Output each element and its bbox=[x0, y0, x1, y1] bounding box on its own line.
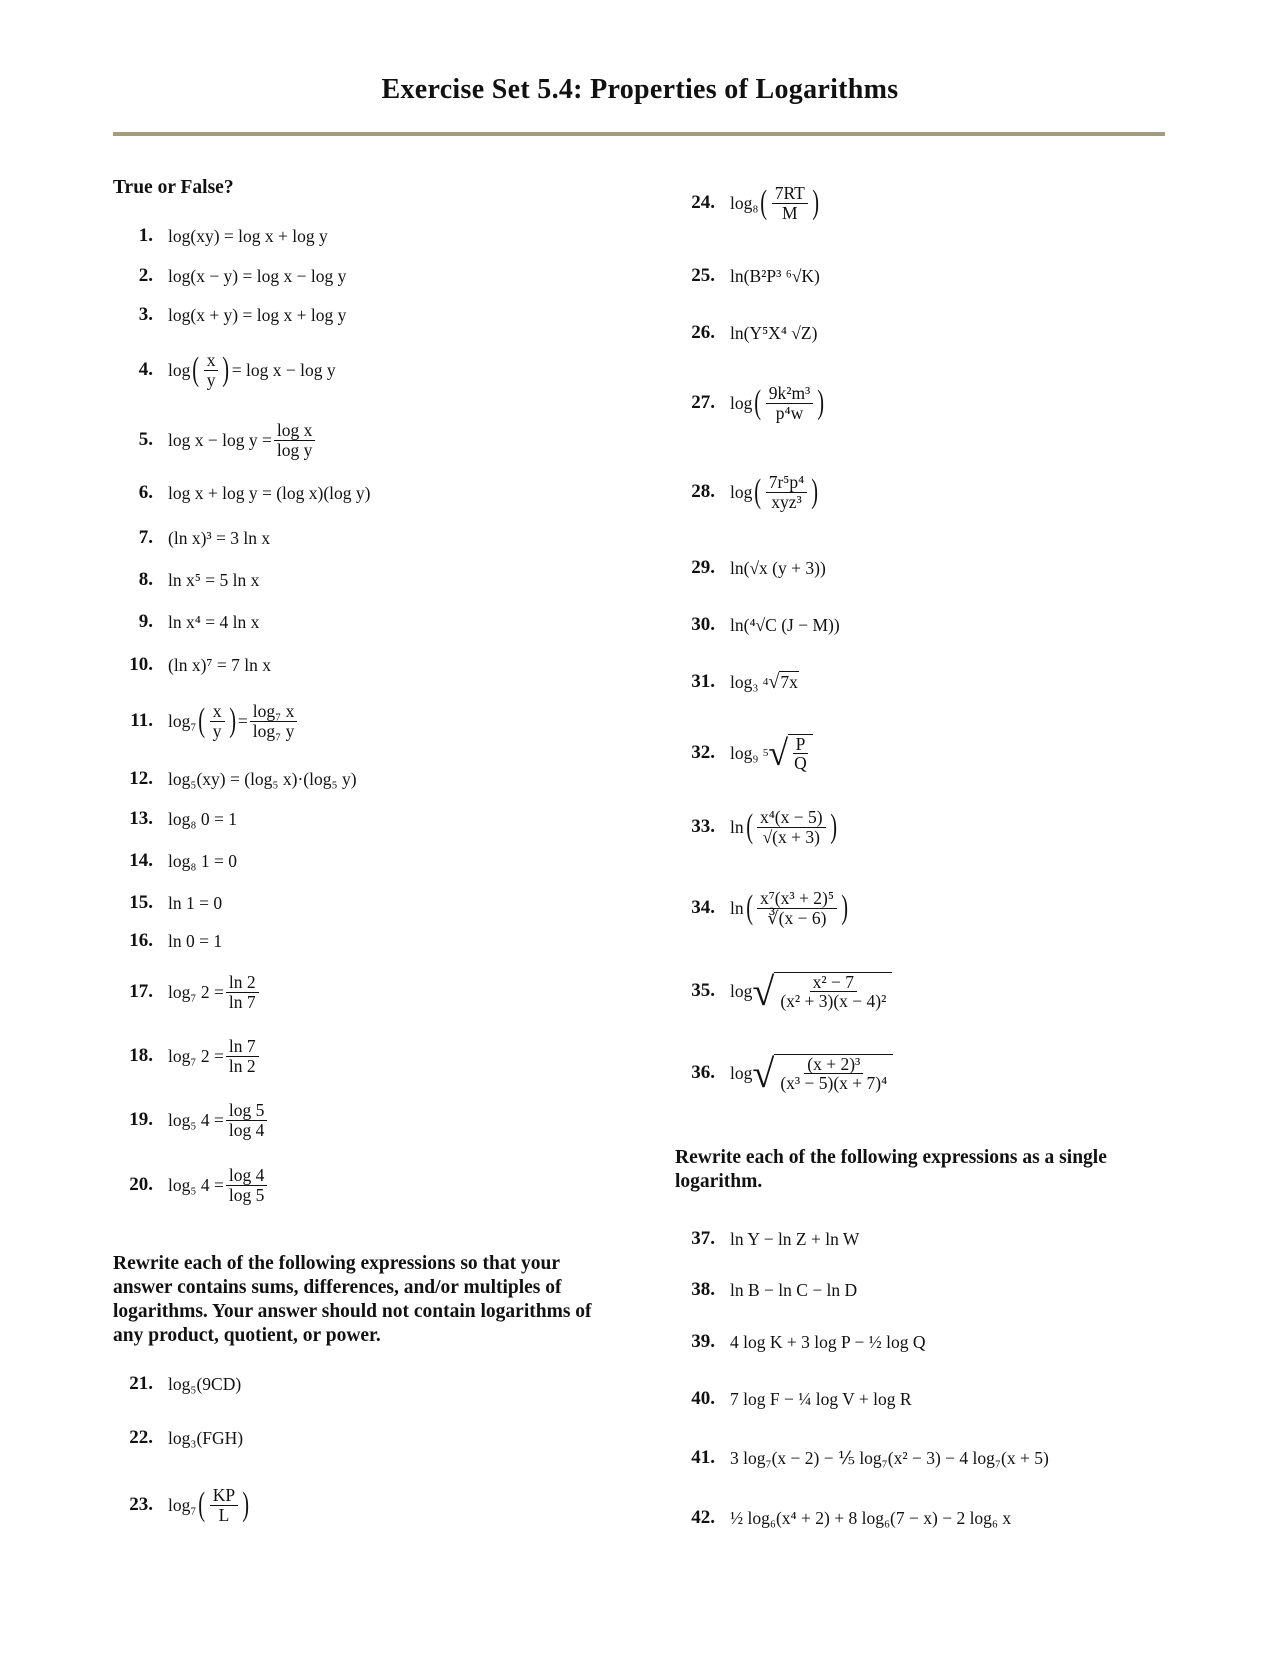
expression: log(x + y) = log x + log y bbox=[168, 304, 347, 325]
fraction: $\frac{\text{log x}}{\text{log y}}$ bbox=[274, 421, 316, 459]
radical: √ $\frac{P}{Q}$ bbox=[768, 732, 812, 774]
problem-21: 21. log₅(9CD) bbox=[129, 1373, 242, 1394]
problem-1: 1. log(xy) = log x + log y bbox=[138, 225, 328, 246]
problem-14: 14. log₈ 1 = 0 bbox=[129, 850, 237, 871]
fraction: $\frac{x}{y}$ bbox=[210, 702, 225, 740]
expression: log x − log y = $\frac{\text{log x}}{\text{log y}}$ bbox=[168, 421, 317, 459]
problem-27: 27. log ( $\frac{\text{9k²m³}}{\text{p⁴w}}$ ) bbox=[675, 373, 827, 433]
expression: log √ $\frac{\text{(x + 2)³}}{\text{(x³ − 5)(x + 7)⁴}}$ bbox=[730, 1050, 893, 1097]
expression: log₇ 2 = $\frac{\ln 7}{\ln 2}$ bbox=[168, 1037, 261, 1075]
expression: (ln x)³ = 3 ln x bbox=[168, 527, 271, 548]
problem-33: 33. ln ( $\frac{\text{x⁴(x − 5)}}{√(x + 3)}$ ) bbox=[675, 797, 839, 857]
expression: log₅ 4 = $\frac{\log 4}{\log 5}$ bbox=[168, 1166, 269, 1204]
fraction: $\frac{KP}{L}$ bbox=[210, 1486, 238, 1524]
expression: 4 log K + 3 log P − ½ log Q bbox=[730, 1331, 926, 1352]
expression: log₅(xy) = (log₅ x)·(log₅ y) bbox=[168, 768, 357, 789]
problem-15: 15. ln 1 = 0 bbox=[129, 892, 223, 913]
expression: ln ( $\frac{\text{x⁴(x − 5)}}{√(x + 3)}$ ) bbox=[730, 807, 837, 847]
problem-28: 28. log ( $\frac{\text{7r⁵p⁴}}{\text{xyz³}}$ ) bbox=[675, 462, 821, 522]
expression: log₇ 2 = $\frac{\ln 2}{\ln 7}$ bbox=[168, 973, 261, 1011]
problem-40: 40. 7 log F − ¼ log V + log R bbox=[691, 1388, 912, 1409]
expression: log ( $\frac{x}{y}$ ) = log x − log y bbox=[168, 350, 336, 390]
problem-29: 29. ln(√x (y + 3)) bbox=[691, 557, 826, 578]
expression: log₇ ( $\frac{KP}{L}$ ) bbox=[168, 1485, 250, 1525]
problem-8: 8. ln x⁵ = 5 ln x bbox=[138, 569, 260, 590]
radical: √ $\frac{\text{x² − 7}}{\text{(x² + 3)(x − 4)²}}$ bbox=[752, 968, 892, 1015]
expression: log₃(FGH) bbox=[168, 1427, 244, 1448]
expression: (ln x)⁷ = 7 ln x bbox=[168, 654, 271, 675]
problem-38: 38. ln B − ln C − ln D bbox=[691, 1279, 858, 1300]
problem-3: 3. log(x + y) = log x + log y bbox=[138, 304, 347, 325]
problem-30: 30. ln(⁴√C (J − M)) bbox=[691, 614, 840, 635]
expression: log(xy) = log x + log y bbox=[168, 225, 328, 246]
problem-4: 4. log ( $\frac{x}{y}$ ) = log x − log y bbox=[138, 350, 336, 390]
problem-34: 34. ln ( $\frac{\text{x⁷(x³ + 2)⁵}}{∛(x - 6)}$ ) bbox=[675, 878, 850, 938]
expression: log₈ 1 = 0 bbox=[168, 850, 237, 871]
problem-37: 37. ln Y − ln Z + ln W bbox=[691, 1228, 860, 1249]
expression: ln ( $\frac{\text{x⁷(x³ + 2)⁵}}{∛(x - 6)}$ ) bbox=[730, 888, 848, 928]
expression: log √ $\frac{\text{x² − 7}}{\text{(x² + 3)(x − 4)²}}$ bbox=[730, 968, 892, 1015]
problem-20: 20. log₅ 4 = $\frac{\log 4}{\log 5}$ bbox=[113, 1155, 269, 1215]
radical: √ 7x bbox=[768, 670, 798, 693]
problem-9: 9. ln x⁴ = 4 ln x bbox=[138, 611, 260, 632]
expression: ln(Y⁵X⁴ √Z) bbox=[730, 322, 818, 343]
title-divider bbox=[113, 132, 1165, 136]
expression: ln B − ln C − ln D bbox=[730, 1279, 858, 1300]
problem-41: 41. 3 log₇(x − 2) − ⅕ log₇(x² − 3) − 4 log₇(x + 5) bbox=[691, 1447, 1049, 1468]
problem-10: 10. (ln x)⁷ = 7 ln x bbox=[129, 654, 271, 675]
expression: ln x⁵ = 5 ln x bbox=[168, 569, 260, 590]
problem-12: 12. log₅(xy) = (log₅ x)·(log₅ y) bbox=[129, 768, 357, 789]
fraction: $\frac{x}{y}$ bbox=[204, 351, 219, 389]
fraction: $\frac{7RT}{M}$ bbox=[772, 184, 808, 222]
expression: 3 log₇(x − 2) − ⅕ log₇(x² − 3) − 4 log₇(x + 5) bbox=[730, 1447, 1049, 1468]
expression: ln 0 = 1 bbox=[168, 930, 223, 951]
fraction: $\frac{\text{x⁴(x − 5)}}{√(x + 3)}$ bbox=[757, 808, 826, 846]
problem-11: 11. log₇ ( $\frac{x}{y}$ ) = $\frac{\text{log₇ x}}{\text{log₇ y}}$ bbox=[113, 691, 299, 751]
expression: log(x − y) = log x − log y bbox=[168, 265, 347, 286]
expression: log₅(9CD) bbox=[168, 1373, 242, 1394]
page-title: Exercise Set 5.4: Properties of Logarithms bbox=[381, 74, 899, 105]
problem-35: 35. log √ $\frac{\text{x² − 7}}{\text{(x² + 3)(x − 4)²}}$ bbox=[675, 961, 892, 1021]
expression: ln x⁴ = 4 ln x bbox=[168, 611, 260, 632]
problem-6: 6. log x + log y = (log x)(log y) bbox=[138, 482, 371, 503]
fraction: $\frac{P}{Q}$ bbox=[794, 733, 807, 773]
radical: √ $\frac{\text{(x + 2)³}}{\text{(x³ − 5)(x + 7)⁴}}$ bbox=[752, 1050, 893, 1097]
problem-13: 13. log₈ 0 = 1 bbox=[129, 808, 237, 829]
expression: ln(⁴√C (J − M)) bbox=[730, 614, 840, 635]
problem-22: 22. log₃(FGH) bbox=[129, 1427, 244, 1448]
fraction: $\frac{\log 4}{\log 5}$ bbox=[226, 1166, 268, 1204]
fraction: $\frac{\text{7r⁵p⁴}}{\text{xyz³}}$ bbox=[766, 473, 808, 511]
expression: log₈ 0 = 1 bbox=[168, 808, 237, 829]
condense-heading: Rewrite each of the following expressions as a single logarithm. bbox=[675, 1147, 1107, 1192]
fraction: $\frac{\ln 2}{\ln 7}$ bbox=[226, 973, 259, 1011]
problem-18: 18. log₇ 2 = $\frac{\ln 7}{\ln 2}$ bbox=[113, 1026, 261, 1086]
fraction: $\frac{\text{x⁷(x³ + 2)⁵}}{∛(x - 6)}$ bbox=[757, 889, 837, 927]
problem-25: 25. ln(B²P³ ⁶√K) bbox=[691, 265, 820, 286]
expression: log ( $\frac{\text{9k²m³}}{\text{p⁴w}}$ ) bbox=[730, 383, 825, 423]
expression: ½ log₆(x⁴ + 2) + 8 log₆(7 − x) − 2 log₆ x bbox=[730, 1507, 1012, 1528]
expression: log₃ 4 √ 7x bbox=[730, 670, 798, 693]
fraction: $\frac{\text{log₇ x}}{\text{log₇ y}}$ bbox=[250, 702, 298, 740]
expression: ln(√x (y + 3)) bbox=[730, 557, 826, 578]
problem-31: 31. log₃ 4 √ 7x bbox=[691, 670, 798, 693]
expression: ln Y − ln Z + ln W bbox=[730, 1228, 860, 1249]
expression: log₉ 5 √ $\frac{P}{Q}$ bbox=[730, 732, 813, 774]
problem-39: 39. 4 log K + 3 log P − ½ log Q bbox=[691, 1331, 926, 1352]
fraction: $\frac{\log 5}{\log 4}$ bbox=[226, 1101, 268, 1139]
problem-19: 19. log₅ 4 = $\frac{\log 5}{\log 4}$ bbox=[113, 1090, 269, 1150]
problem-26: 26. ln(Y⁵X⁴ √Z) bbox=[691, 322, 818, 343]
fraction: $\frac{\text{x² − 7}}{\text{(x² + 3)(x − 4)²}}$ bbox=[780, 971, 887, 1011]
problem-2: 2. log(x − y) = log x − log y bbox=[138, 265, 347, 286]
problem-32: 32. log₉ 5 √ $\frac{P}{Q}$ bbox=[675, 723, 813, 783]
true-false-heading: True or False? bbox=[113, 177, 234, 198]
problem-42: 42. ½ log₆(x⁴ + 2) + 8 log₆(7 − x) − 2 log₆ x bbox=[691, 1507, 1012, 1528]
problem-16: 16. ln 0 = 1 bbox=[129, 930, 223, 951]
problem-36: 36. log √ $\frac{\text{(x + 2)³}}{\text{(x³ − 5)(x + 7)⁴}}$ bbox=[675, 1043, 893, 1103]
expression: ln 1 = 0 bbox=[168, 892, 223, 913]
problem-7: 7. (ln x)³ = 3 ln x bbox=[138, 527, 271, 548]
problem-5: 5. log x − log y = $\frac{\text{log x}}{\text{log y}}$ bbox=[113, 410, 317, 470]
expression: ln(B²P³ ⁶√K) bbox=[730, 265, 820, 286]
expression: log ( $\frac{\text{7r⁵p⁴}}{\text{xyz³}}$ ) bbox=[730, 472, 819, 512]
fraction: $\frac{\text{9k²m³}}{\text{p⁴w}}$ bbox=[766, 384, 814, 422]
problem-17: 17. log₇ 2 = $\frac{\ln 2}{\ln 7}$ bbox=[113, 962, 261, 1022]
fraction: $\frac{\ln 7}{\ln 2}$ bbox=[226, 1037, 259, 1075]
expression: log₈ ( $\frac{7RT}{M}$ ) bbox=[730, 183, 819, 223]
expression: 7 log F − ¼ log V + log R bbox=[730, 1388, 912, 1409]
fraction: $\frac{\text{(x + 2)³}}{\text{(x³ − 5)(x + 7)⁴}}$ bbox=[780, 1053, 888, 1093]
problem-23: 23. log₇ ( $\frac{KP}{L}$ ) bbox=[113, 1475, 252, 1535]
expression: log₇ ( $\frac{x}{y}$ ) = $\frac{\text{log₇ x}}{\text{log₇ y}}$ bbox=[168, 702, 299, 740]
expression: log₅ 4 = $\frac{\log 5}{\log 4}$ bbox=[168, 1101, 269, 1139]
expand-heading: Rewrite each of the following expressions so that your answer contains sums, differences, and/or multiples of logarithms. Your answer should not contain logarithms of any product, quotient, or power. bbox=[113, 1253, 592, 1346]
problem-24: 24. log₈ ( $\frac{7RT}{M}$ ) bbox=[675, 173, 821, 233]
expression: log x + log y = (log x)(log y) bbox=[168, 482, 371, 503]
